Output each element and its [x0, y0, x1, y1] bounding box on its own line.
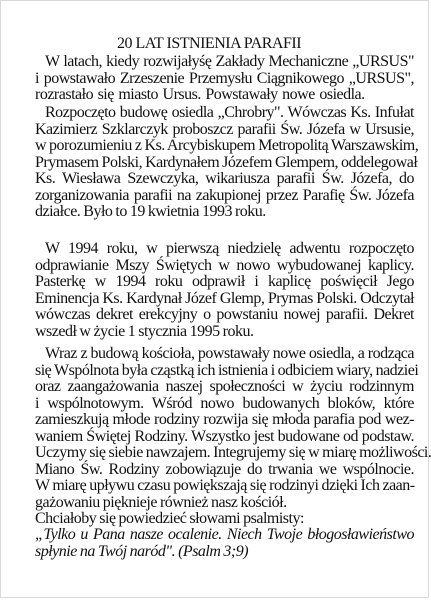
paragraph-line: Ks. Wiesława Szewczyka, wikariusza parafii Św. Józefa, do — [35, 170, 414, 187]
quote-line: „Tylko u Pana nasze ocalenie. Niech Twoje błogosławieństwo — [35, 526, 414, 543]
paragraph-line: Miano Św. Rodziny zobowiązuje do trwania we wspólnocie. — [35, 460, 414, 478]
paragraph-line: rozrastało się miasto Ursus. Powstawały nowe osiedla. — [35, 86, 365, 103]
paragraph-line: W latach, kiedy rozwijałyśę Zakłady Mechaniczne „URSUS" — [45, 53, 414, 70]
paragraph-line: Wraz z budową kościoła, powstawały nowe osiedla, a rodząca — [45, 345, 414, 362]
paragraph-line: Prymasem Polski, Kardynałem Józefem Glempem, oddelegował — [35, 153, 418, 171]
paragraph-line: Eminencja Ks. Kardynał Józef Glemp, Prymas Polski. Odczytał — [35, 289, 414, 307]
paragraph-3 — [35, 241, 414, 340]
paragraph-1 — [35, 54, 414, 104]
paragraph-line: wówczas dekret erekcyjny o powstaniu nowej parafii. Dekret — [35, 306, 414, 323]
paragraph-line: gażowaniu pięknieje również nasz kościół. — [35, 493, 287, 511]
paragraph-line: W miarę upływu czasu powiększają się rodzinyi dzięki Ich zaan- — [35, 477, 415, 494]
paragraph-line: oraz zaangażowania naszej społeczności w życiu rodzinnym — [35, 378, 414, 395]
paragraph-line: waniem Świętej Rodziny. Wszystko jest budowane od podstaw. — [35, 427, 414, 445]
paragraph-line: i wspólnotowym. Wśród nowo budowanych bloków, które — [35, 394, 414, 412]
quote-line: spłynie na Twój naród". (Psalm 3;9) — [35, 542, 249, 560]
paragraph-line: W 1994 roku, w pierwszą niedzielę adwentu rozpoczęto — [45, 240, 414, 257]
paragraph-line: i powstawało Zrzeszenie Przemysłu Ciągnikowego „URSUS", — [35, 69, 414, 87]
paragraph-4 — [35, 345, 431, 528]
paragraph-line: w porozumieniu z Ks. Arcybiskupem Metropolitą Warszawskim, — [35, 137, 419, 154]
paragraph-line: odprawianie Mszy Świętych w nowo wybudowanej kaplicy. — [35, 256, 414, 274]
paragraph-line: Kazimierz Szklarczyk proboszcz parafii Św. Józefa w Ursusie, — [35, 120, 414, 138]
paragraph-line: zorganizowania parafii na zakupionej przez Parafię Św. Józefa — [35, 186, 414, 204]
paragraph-2 — [35, 104, 419, 221]
paragraph-line: zamieszkują młode rodziny rozwija się młoda parafia pod wez- — [35, 411, 414, 428]
paragraph-line: się Wspólnota była cząstką ich istnienia i odbiciem wiary, nadziei — [35, 361, 419, 379]
paragraph-line: Uczymy się siebie nawzajem. Integrujemy się w miarę możliwości. — [35, 444, 431, 461]
paragraph-line: Rozpoczęto budowę osiedla „Chrobry". Wówczas Ks. Infułat — [45, 104, 414, 121]
psalm-quote — [35, 527, 414, 560]
paragraph-line: Pasterkę w 1994 roku odprawił i kaplicę poświęcił Jego — [35, 273, 414, 290]
page-title: 20 LAT ISTNIENIA PARAFII — [117, 35, 302, 52]
paragraph-line: Chciałoby się powiedzieć słowami psalmisty: — [35, 510, 304, 527]
paragraph-line: wszedł w życie 1 stycznia 1995 roku. — [35, 322, 254, 340]
paragraph-line: działce. Było to 19 kwietnia 1993 roku. — [35, 203, 266, 220]
